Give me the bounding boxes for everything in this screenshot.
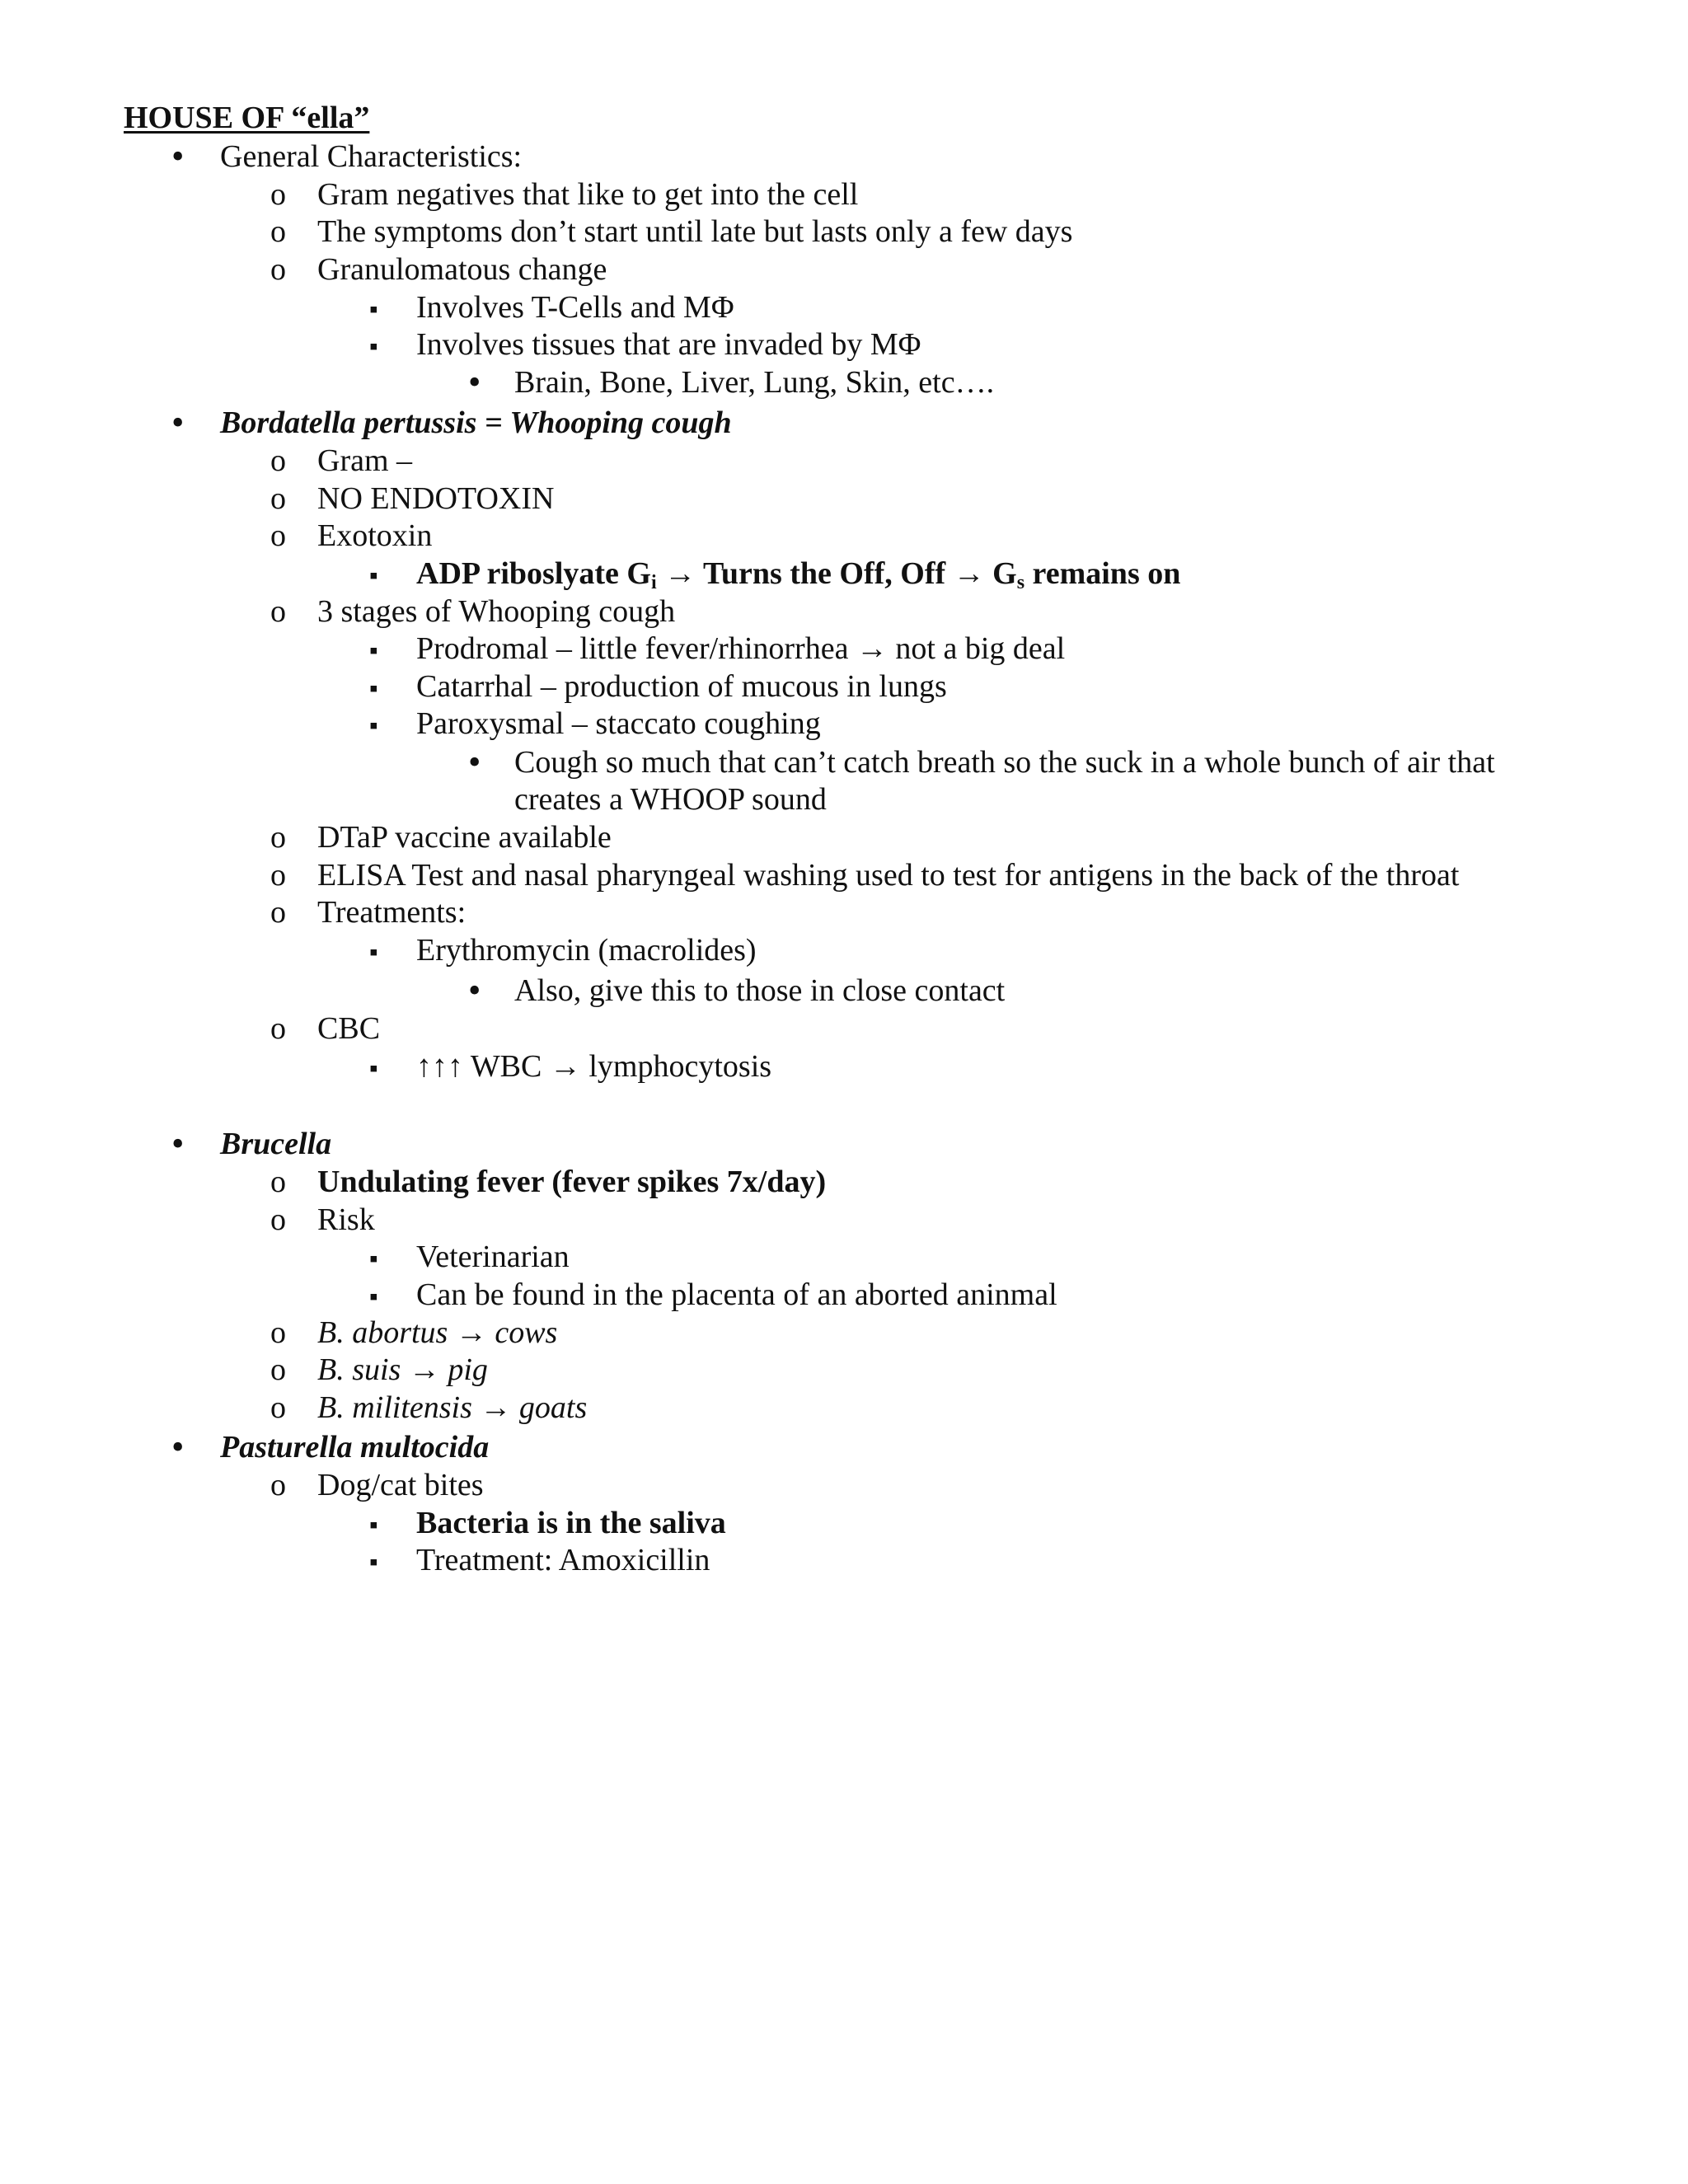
square-bullet-icon: [369, 324, 378, 368]
square-bullet-icon: [369, 703, 378, 747]
circle-bullet-icon: [270, 249, 286, 290]
circle-bullet-icon: [270, 1465, 286, 1506]
list-item: Treatment: Amoxicillin: [416, 1543, 710, 1577]
list-item: Dog/cat bites: [317, 1468, 484, 1502]
list-item: B. abortus → cows: [317, 1315, 558, 1350]
bullet-icon: [468, 970, 481, 1013]
subscript: i: [650, 572, 657, 593]
list-item: 3 stages of Whooping cough: [317, 594, 676, 629]
list-item: Catarrhal – production of mucous in lungs: [416, 669, 947, 704]
section-heading-pasturella: Pasturella multocida: [220, 1430, 490, 1465]
square-bullet-icon: [369, 1046, 378, 1090]
list-item: B. suis → pig: [317, 1352, 488, 1387]
bullet-icon: [468, 362, 481, 405]
subscript: s: [1016, 572, 1025, 593]
circle-bullet-icon: [270, 855, 286, 896]
list-item: Treatments:: [317, 895, 467, 930]
list-item: Paroxysmal – staccato coughing: [416, 706, 821, 741]
circle-bullet-icon: [270, 1387, 286, 1428]
list-item: ELISA Test and nasal pharyngeal washing used to test for antigens in the back of the throat: [317, 858, 1460, 893]
list-item: NO ENDOTOXIN: [317, 481, 555, 516]
list-item: Erythromycin (macrolides): [416, 933, 757, 968]
exotoxin-part: → Turns the Off, Off → G: [656, 556, 1017, 591]
bullet-icon: [468, 742, 481, 785]
circle-bullet-icon: [270, 1161, 286, 1202]
list-item: Risk: [317, 1202, 375, 1237]
circle-bullet-icon: [270, 174, 286, 215]
circle-bullet-icon: [270, 892, 286, 933]
square-bullet-icon: [369, 930, 378, 973]
list-item: Undulating fever (fever spikes 7x/day): [317, 1165, 827, 1199]
section-heading-brucella: Brucella: [220, 1127, 332, 1161]
circle-bullet-icon: [270, 1199, 286, 1240]
exotoxin-part: remains on: [1025, 556, 1181, 591]
circle-bullet-icon: [270, 591, 286, 632]
square-bullet-icon: [369, 1540, 378, 1583]
list-item: Gram negatives that like to get into the cell: [317, 177, 859, 212]
circle-bullet-icon: [270, 478, 286, 519]
list-item-continuation: creates a WHOOP sound: [514, 782, 827, 817]
list-item: CBC: [317, 1011, 381, 1046]
section-heading-general: General Characteristics:: [220, 139, 523, 174]
circle-bullet-icon: [270, 1312, 286, 1353]
list-item: ↑↑↑ WBC → lymphocytosis: [416, 1049, 772, 1084]
circle-bullet-icon: [270, 817, 286, 858]
list-item: DTaP vaccine available: [317, 820, 612, 855]
list-item: Bacteria is in the saliva: [416, 1506, 726, 1540]
bullet-icon: [171, 136, 184, 179]
list-item: Brain, Bone, Liver, Lung, Skin, etc….: [514, 365, 995, 400]
list-item: Cough so much that can’t catch breath so the suck in a whole bunch of air that: [514, 745, 1495, 780]
list-item: Gram –: [317, 443, 413, 478]
circle-bullet-icon: [270, 440, 286, 481]
list-item: The symptoms don’t start until late but lasts only a few days: [317, 214, 1073, 249]
circle-bullet-icon: [270, 1349, 286, 1390]
section-heading-bordatella: Bordatella pertussis = Whooping cough: [220, 405, 732, 440]
circle-bullet-icon: [270, 1008, 286, 1049]
exotoxin-part: ADP riboslyate G: [416, 556, 651, 591]
list-item: Involves T-Cells and MΦ: [416, 290, 734, 325]
bullet-icon: [171, 402, 184, 445]
bullet-icon: [171, 1427, 184, 1469]
list-item: Veterinarian: [416, 1240, 570, 1274]
exotoxin-detail: [416, 553, 1180, 594]
list-item: Can be found in the placenta of an aborted aninmal: [416, 1277, 1057, 1312]
list-item: Exotoxin: [317, 518, 433, 553]
list-item: Also, give this to those in close contact: [514, 973, 1006, 1008]
circle-bullet-icon: [270, 211, 286, 252]
circle-bullet-icon: [270, 515, 286, 556]
bullet-icon: [171, 1123, 184, 1166]
list-item: Prodromal – little fever/rhinorrhea → not a big deal: [416, 631, 1066, 666]
list-item: Granulomatous change: [317, 252, 607, 287]
page-title: HOUSE OF “ella”: [124, 101, 370, 135]
list-item: B. militensis → goats: [317, 1390, 588, 1425]
list-item: Involves tissues that are invaded by MΦ: [416, 327, 921, 362]
